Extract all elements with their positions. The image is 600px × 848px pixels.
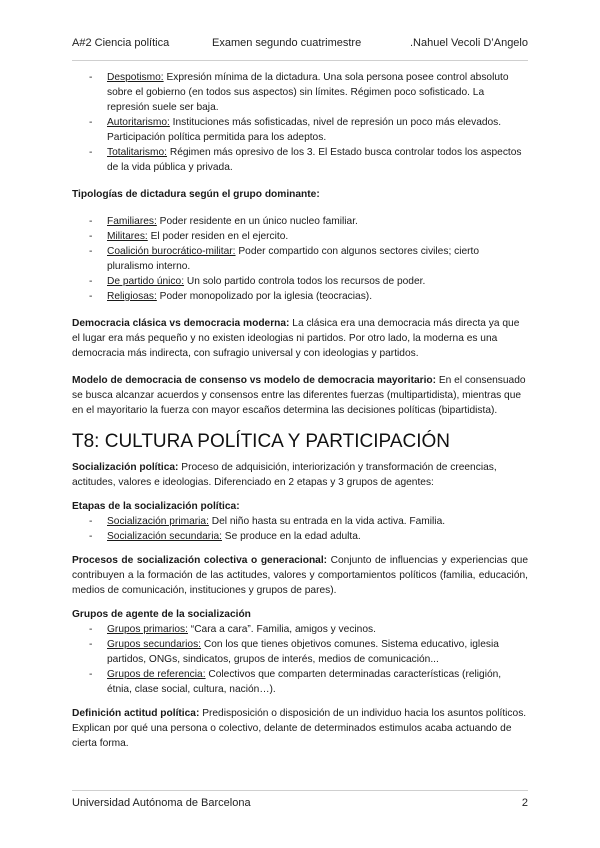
etapas-list — [72, 514, 528, 544]
term: Grupos de referencia: — [107, 669, 206, 680]
term: Militares: — [107, 231, 148, 242]
term: Despotismo: — [107, 72, 164, 83]
modelo-text: En el consensuado se busca alcanzar acuerdos y consensos entre las diferentes fuerzas (multipartidista), mientras que en el mayoritario la fuerza con mayor escaños determina las decisiones políticas (bipartidista). — [72, 375, 526, 416]
list-item — [72, 514, 528, 529]
list-item — [72, 145, 528, 175]
definition: Régimen más opresivo de los 3. El Estado busca controlar todos los aspectos de la vida pública y privada. — [107, 147, 522, 173]
definition: Un solo partido controla todos los recursos de poder. — [184, 276, 426, 287]
footer-divider — [72, 790, 528, 791]
tipologias-list — [72, 214, 528, 304]
term: Familiares: — [107, 216, 157, 227]
list-item — [72, 229, 528, 244]
definition: Instituciones más sofisticadas, nivel de represión un poco más elevados. Participación política permitida para los adeptos. — [107, 117, 502, 143]
modelo-paragraph — [72, 373, 528, 418]
actitud-paragraph — [72, 706, 528, 751]
term: Autoritarismo: — [107, 117, 170, 128]
definition: Poder monopolizado por la iglesia (teocracias). — [156, 291, 373, 302]
grupos-heading: Grupos de agente de la socialización — [72, 609, 251, 620]
term: Grupos secundarios: — [107, 639, 202, 650]
dictatorship-types-list — [72, 70, 528, 175]
term: Socialización primaria: — [107, 516, 209, 527]
socializacion-text: Proceso de adquisición, interiorización y transformación de creencias, actitudes, valores e ideologias. Diferenciado en 2 etapas y 3 grupos de agentes: — [72, 462, 497, 488]
term: Socialización secundaria: — [107, 531, 222, 542]
page-number: 2 — [521, 797, 528, 809]
list-item — [72, 289, 528, 304]
democracia-paragraph — [72, 316, 528, 361]
term: Religiosas: — [107, 291, 157, 302]
term: Coalición burocrático-militar: — [107, 246, 236, 257]
document-body — [72, 70, 528, 751]
header-divider — [72, 60, 528, 61]
procesos-text: Conjunto de influencias y experiencias que contribuyen a la formación de las actitudes, valores y comportamientos políticos (familia, educación, medios de comunicación, instituciones y grupos de pares). — [72, 555, 528, 596]
list-item — [72, 70, 528, 115]
list-item — [72, 214, 528, 229]
socializacion-heading: Socialización política: — [72, 462, 179, 473]
list-item — [72, 115, 528, 145]
header-course: A#2 Ciencia política — [72, 37, 170, 49]
socializacion-paragraph — [72, 460, 528, 490]
definition: Poder compartido con algunos sectores civiles; cierto pluralismo interno. — [107, 246, 480, 272]
procesos-heading: Procesos de socialización colectiva o generacional: — [72, 555, 328, 566]
democracia-text: La clásica era una democracia más directa ya que el lugar era más pequeño y no existen ideologias ni partidos. Por otro lado, la moderna es una democracia más indirecta, con sufragio universal y con ideologias y partidos. — [72, 318, 520, 359]
democracia-heading: Democracia clásica vs democracia moderna: — [72, 318, 290, 329]
definition: “Cara a cara”. Familia, amigos y vecinos. — [187, 624, 376, 635]
definition: Se produce en la edad adulta. — [221, 531, 361, 542]
footer-university: Universidad Autónoma de Barcelona — [72, 797, 251, 809]
definition: Del niño hasta su entrada en la vida activa. Familia. — [208, 516, 446, 527]
term: Grupos primarios: — [107, 624, 188, 635]
tipologias-heading: Tipologías de dictadura según el grupo dominante: — [72, 189, 320, 200]
etapas-heading: Etapas de la socialización política: — [72, 501, 240, 512]
definition: Con los que tienes objetivos comunes. Sistema educativo, iglesia partidos, ONGs, sindicatos, grupos de interés, medios de comunicación... — [107, 639, 499, 665]
header-exam: Examen segundo cuatrimestre — [212, 37, 362, 49]
definition: Poder residente en un único nucleo familiar. — [156, 216, 358, 227]
grupos-list — [72, 622, 528, 697]
definition: Colectivos que comparten determinadas características (religión, étnia, clase social, cultura, nación…). — [107, 669, 502, 695]
definition: Expresión mínima de la dictadura. Una sola persona posee control absoluto sobre el gobierno (en todos sus aspectos) sin límites. Régimen poco sofisticado. La represión suele ser baja. — [107, 72, 509, 113]
definition: El poder residen en el ejercito. — [147, 231, 289, 242]
section-title: T8: CULTURA POLÍTICA Y PARTICIPACIÓN — [72, 431, 450, 452]
list-item — [72, 274, 528, 289]
procesos-paragraph — [72, 553, 528, 598]
actitud-heading: Definición actitud política: — [72, 708, 200, 719]
list-item — [72, 667, 528, 697]
list-item — [72, 529, 528, 544]
list-item — [72, 622, 528, 637]
term: Totalitarismo: — [107, 147, 168, 158]
list-item — [72, 637, 528, 667]
page-header — [72, 37, 528, 53]
term: De partido único: — [107, 276, 185, 287]
actitud-text: Predisposición o disposición de un individuo hacia los asuntos políticos. Explican por qué una persona o colectivo, delante de determinados estimulos acaba actuando de cierta forma. — [72, 708, 527, 749]
header-author: .Nahuel Vecoli D’Angelo — [409, 37, 528, 49]
page-footer — [72, 797, 528, 813]
list-item — [72, 244, 528, 274]
modelo-heading: Modelo de democracia de consenso vs modelo de democracia mayoritario: — [72, 375, 437, 386]
